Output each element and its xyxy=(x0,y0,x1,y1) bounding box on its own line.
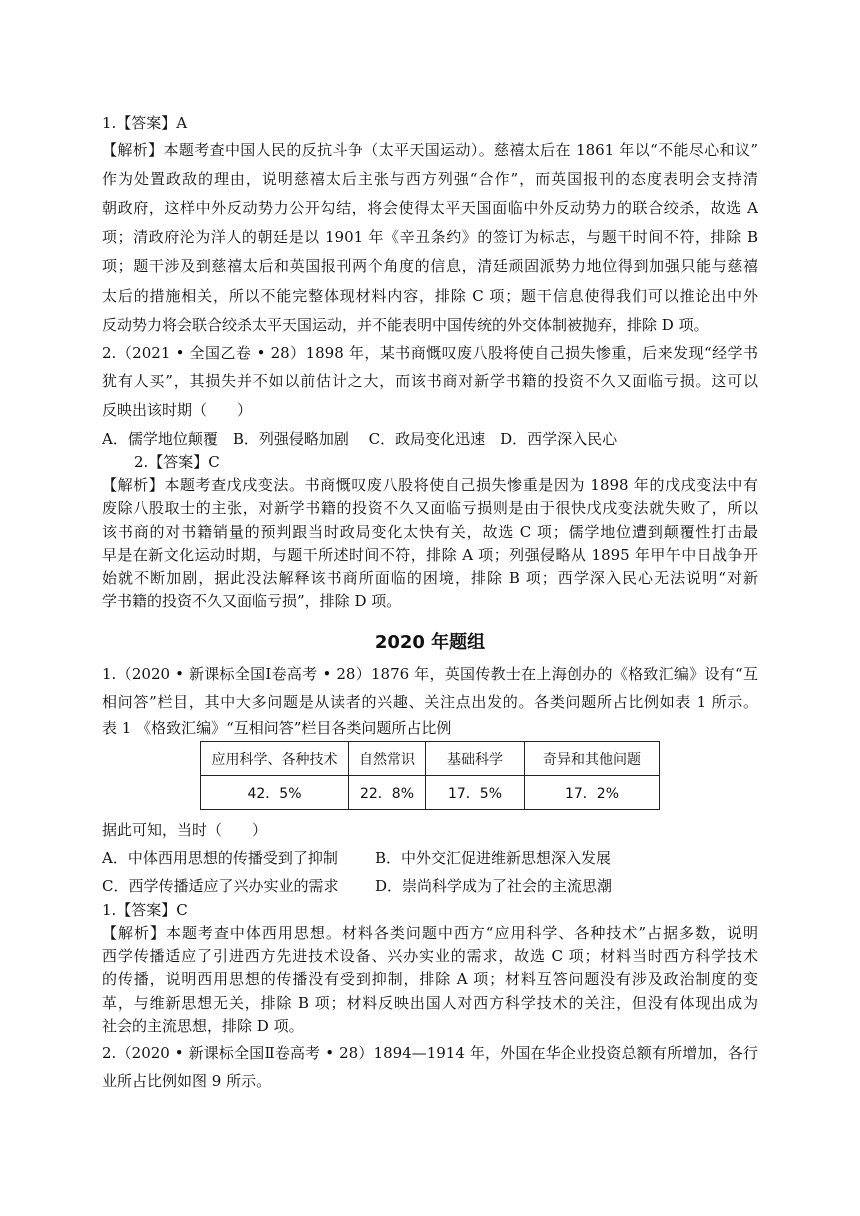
question-line: 相问答”栏目，其中大多问题是从读者的兴趣、关注点出发的。各类问题所占比例如表 1 所示。 xyxy=(102,693,758,711)
option-c: C．西学传播适应了兴办实业的需求 xyxy=(102,877,339,895)
option-a: A．中体西用思想的传播受到了抑制 xyxy=(102,849,338,867)
analysis-line: 的传播，说明西用思想的传播没有受到抑制，排除 A 项；材料互答问题没有涉及政治制度的变 xyxy=(102,970,758,988)
question-line: 1.（2020 • 新课标全国Ⅰ卷高考 • 28）1876 年，英国传教士在上海创办的《格致汇编》设有“互 xyxy=(102,665,758,683)
analysis-line: 西学传播适应了引进西方先进技术设备、兴办实业的需求，故选 C 项；材料当时西方科学技术 xyxy=(102,947,758,965)
analysis-line: 始就不断加剧，据此没法解释该书商所面临的困境，排除 B 项；西学深入民心无法说明“对新 xyxy=(102,569,758,587)
analysis-line: 【解析】本题考查中体西用思想。材料各类问题中西方“应用科学、各种技术”占据多数，说明 xyxy=(102,924,758,942)
table-cell: 17．2% xyxy=(525,776,660,810)
analysis-line: 社会的主流思想，排除 D 项。 xyxy=(102,1017,304,1035)
options-line: A．儒学地位颠覆 B．列强侵略加剧 C．政局变化迅速 D．西学深入民心 xyxy=(102,430,618,448)
analysis-line: 早是在新文化运动时期，与题干所述时间不符，排除 A 项；列强侵略从 1895 年甲午中日战争开 xyxy=(102,546,758,564)
table-cell: 42．5% xyxy=(201,776,349,810)
table-caption: 表 1 《格致汇编》“互相问答”栏目各类问题所占比例 xyxy=(102,719,452,737)
analysis-line: 太后的措施相关，所以不能完整体现材料内容，排除 C 项；题干信息使得我们可以推论出中外 xyxy=(102,287,758,305)
table-header-cell: 基础科学 xyxy=(426,742,525,776)
analysis-line: 学书籍的投资不久又面临亏损”，排除 D 项。 xyxy=(102,592,402,610)
option-d: D．崇尚科学成为了社会的主流思潮 xyxy=(375,877,613,895)
analysis-line: 【解析】本题考查中国人民的反抗斗争（太平天国运动）。慈禧太后在 1861 年以“不能尽心和议” xyxy=(102,141,758,159)
table-header-cell: 奇异和其他问题 xyxy=(525,742,660,776)
table-header-row xyxy=(201,742,660,776)
table-cell: 17．5% xyxy=(426,776,525,810)
analysis-line: 作为处置政敌的理由，说明慈禧太后主张与西方列强“合作”，而英国报刊的态度表明会支持清 xyxy=(102,170,758,188)
question-line: 反映出该时期（ ） xyxy=(102,401,253,419)
analysis-line: 反动势力将会联合绞杀太平天国运动，并不能表明中国传统的外交体制被抛弃，排除 D 项。 xyxy=(102,316,709,334)
question-line: 犹有人买”，其损失并不如以前估计之大，而该书商对新学书籍的投资不久又面临亏损。这可以 xyxy=(102,372,758,390)
section-heading: 2020 年题组 xyxy=(374,632,486,653)
data-table xyxy=(200,741,660,810)
analysis-line: 【解析】本题考查戊戌变法。书商慨叹废八股将使自己损失惨重是因为 1898 年的戊戌变法中有 xyxy=(102,476,758,494)
table-header-cell: 应用科学、各种技术 xyxy=(201,742,349,776)
answer-line: 1.【答案】C xyxy=(102,901,188,919)
question-line: 2.（2021 • 全国乙卷 • 28）1898 年，某书商慨叹废八股将使自己损失惨重，后来发现“经学书 xyxy=(102,344,758,362)
answer-line: 1.【答案】A xyxy=(102,114,188,132)
analysis-line: 废除八股取士的主张，对新学书籍的投资不久又面临亏损则是由于很快戊戌变法就失败了，所以 xyxy=(102,499,758,517)
question-prompt: 据此可知，当时（ ） xyxy=(102,821,268,839)
analysis-line: 项；题干涉及到慈禧太后和英国报刊两个角度的信息，清廷顽固派势力地位得到加强只能与慈禧 xyxy=(102,257,758,275)
answer-line: 2.【答案】C xyxy=(134,453,220,471)
analysis-line: 该书商的对书籍销量的预判跟当时政局变化太快有关，故选 C 项；儒学地位遭到颠覆性打击最 xyxy=(102,523,758,541)
question-line: 业所占比例如图 9 所示。 xyxy=(102,1072,272,1090)
question-line: 2.（2020 • 新课标全国Ⅱ卷高考 • 28）1894—1914 年，外国在华企业投资总额有所增加，各行 xyxy=(102,1044,758,1062)
analysis-line: 项；清政府沦为洋人的朝廷是以 1901 年《辛丑条约》的签订为标志，与题干时间不符，排除 B xyxy=(102,228,758,246)
analysis-line: 朝政府，这样中外反动势力公开勾结，将会使得太平天国面临中外反动势力的联合绞杀，故选 A xyxy=(102,199,758,217)
table-header-cell: 自然常识 xyxy=(349,742,426,776)
analysis-line: 革，与维新思想无关，排除 B 项；材料反映出国人对西方科学技术的关注，但没有体现出成为 xyxy=(102,994,758,1012)
table-cell: 22．8% xyxy=(349,776,426,810)
table-row xyxy=(201,776,660,810)
option-b: B．中外交汇促进维新思想深入发展 xyxy=(375,849,612,867)
